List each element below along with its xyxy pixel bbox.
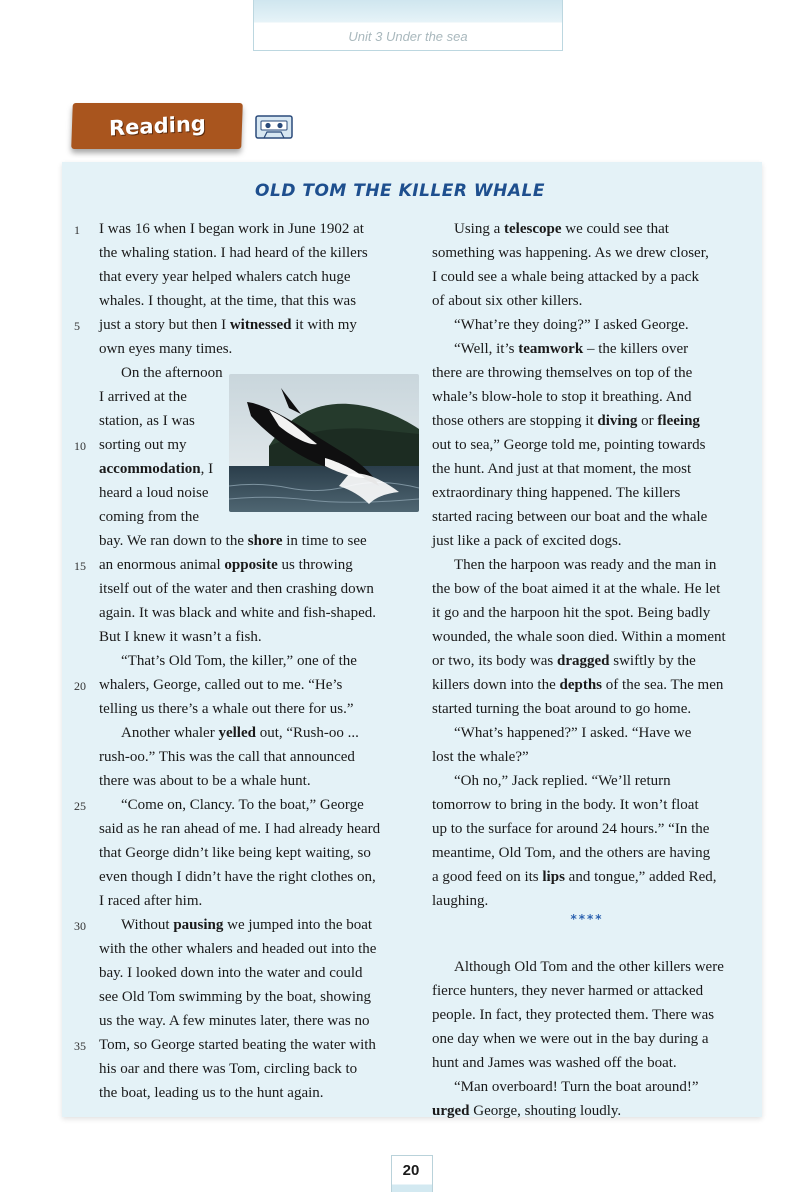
- unit-title: Unit 3 Under the sea: [348, 29, 468, 44]
- left-text-line: see Old Tom swimming by the boat, showing: [99, 989, 371, 1005]
- right-text-line: “Oh no,” Jack replied. “We’ll return: [454, 773, 671, 789]
- right-text-line: out to sea,” George told me, pointing towards: [432, 437, 706, 453]
- left-text-line: an enormous animal opposite us throwing: [99, 557, 353, 573]
- left-text-line: there was about to be a whale hunt.: [99, 773, 311, 789]
- story-title: OLD TOM THE KILLER WHALE: [255, 181, 545, 201]
- right-text-line: the hunt. And just at that moment, the most: [432, 461, 692, 477]
- left-text-line: Without pausing we jumped into the boat: [121, 917, 373, 933]
- left-text-line: own eyes many times.: [99, 341, 233, 357]
- left-text-line: said as he ran ahead of me. I had already heard: [99, 821, 381, 837]
- right-text-line: meantime, Old Tom, and the others are having: [432, 845, 711, 861]
- right-text-line: tomorrow to bring in the body. It won’t float: [432, 797, 699, 813]
- right-text-line: Then the harpoon was ready and the man in: [454, 557, 717, 573]
- left-text-line: But I knew it wasn’t a fish.: [99, 629, 262, 645]
- left-text-line: the boat, leading us to the hunt again.: [99, 1085, 324, 1101]
- right-text-line: “Well, it’s teamwork – the killers over: [454, 341, 689, 357]
- reading-badge-label: Reading: [108, 111, 206, 141]
- left-text-line: bay. We ran down to the shore in time to see: [99, 533, 367, 549]
- left-text-line: bay. I looked down into the water and could: [99, 965, 363, 981]
- right-text-line: wounded, the whale soon died. Within a moment: [432, 629, 726, 645]
- left-text-line: that every year helped whalers catch huge: [99, 269, 351, 285]
- right-text-line: it go and the harpoon hit the spot. Being badly: [432, 605, 711, 621]
- right-text-line: urged George, shouting loudly.: [432, 1103, 622, 1119]
- reading-section-badge: [71, 103, 243, 149]
- left-text-line: On the afternoon: [121, 365, 223, 381]
- left-text-line: just a story but then I witnessed it with my: [99, 317, 357, 333]
- left-text-line: his oar and there was Tom, circling back to: [99, 1061, 358, 1077]
- left-text-line: telling us there’s a whale out there for us.”: [99, 701, 354, 717]
- line-number: 1: [74, 223, 80, 237]
- right-text-line: the bow of the boat aimed it at the whale. He let: [432, 581, 721, 597]
- left-text-line: whalers, George, called out to me. “He’s: [99, 677, 343, 693]
- left-text-line: with the other whalers and headed out into the: [99, 941, 377, 957]
- line-number: 35: [74, 1039, 86, 1053]
- line-number: 15: [74, 559, 86, 573]
- left-text-line: I was 16 when I began work in June 1902 at: [99, 221, 364, 237]
- killer-whale-photo: [229, 374, 419, 512]
- left-text-line: I arrived at the: [99, 389, 187, 405]
- right-text-line: “What’re they doing?” I asked George.: [454, 317, 689, 333]
- left-text-line: that George didn’t like being kept waiting, so: [99, 845, 371, 861]
- unit-header: [253, 0, 563, 51]
- right-text-line: there are throwing themselves on top of the: [432, 365, 693, 381]
- right-text-line: or two, its body was dragged swiftly by the: [432, 653, 696, 669]
- left-text-line: “Come on, Clancy. To the boat,” George: [121, 797, 364, 813]
- right-text-line: killers down into the depths of the sea. The men: [432, 677, 724, 693]
- right-text-line: something was happening. As we drew closer,: [432, 245, 709, 261]
- right-text-line: of about six other killers.: [432, 293, 583, 309]
- left-text-line: station, as I was: [99, 413, 195, 429]
- left-text-line: sorting out my: [99, 437, 187, 453]
- section-separator: ****: [570, 912, 604, 926]
- right-text-line: one day when we were out in the bay during a: [432, 1031, 709, 1047]
- left-text-line: Another whaler yelled out, “Rush-oo ...: [121, 725, 359, 741]
- right-text-line: lost the whale?”: [432, 749, 529, 765]
- left-text-line: “That’s Old Tom, the killer,” one of the: [121, 653, 357, 669]
- line-number: 5: [74, 319, 80, 333]
- left-text-line: I raced after him.: [99, 893, 203, 909]
- right-text-line: Although Old Tom and the other killers were: [454, 959, 724, 975]
- right-text-line: a good feed on its lips and tongue,” added Red,: [432, 869, 717, 885]
- left-text-line: us the way. A few minutes later, there was no: [99, 1013, 370, 1029]
- left-text-line: rush-oo.” This was the call that announced: [99, 749, 355, 765]
- left-text-line: itself out of the water and then crashing down: [99, 581, 374, 597]
- right-text-line: people. In fact, they protected them. There was: [432, 1007, 715, 1023]
- left-text-line: Tom, so George started beating the water with: [99, 1037, 376, 1053]
- right-text-line: just like a pack of excited dogs.: [432, 533, 622, 549]
- right-text-line: fierce hunters, they never harmed or attacked: [432, 983, 704, 999]
- line-number: 10: [74, 439, 86, 453]
- right-text-line: started turning the boat around to go home.: [432, 701, 692, 717]
- right-text-line: “What’s happened?” I asked. “Have we: [454, 725, 692, 741]
- left-text-line: even though I didn’t have the right clothes on,: [99, 869, 376, 885]
- right-text-line: “Man overboard! Turn the boat around!”: [454, 1079, 699, 1095]
- left-text-line: again. It was black and white and fish-shaped.: [99, 605, 376, 621]
- right-text-line: I could see a whale being attacked by a pack: [432, 269, 699, 285]
- left-text-line: accommodation, I: [99, 461, 214, 477]
- right-text-line: extraordinary thing happened. The killers: [432, 485, 681, 501]
- right-text-line: laughing.: [432, 893, 489, 909]
- line-number: 25: [74, 799, 86, 813]
- right-text-line: Using a telescope we could see that: [454, 221, 669, 237]
- left-text-line: the whaling station. I had heard of the killers: [99, 245, 368, 261]
- left-text-line: coming from the: [99, 509, 199, 525]
- left-text-line: heard a loud noise: [99, 485, 209, 501]
- right-text-line: up to the surface for around 24 hours.” “In the: [432, 821, 710, 837]
- cassette-tape-icon: [255, 115, 293, 139]
- line-number: 30: [74, 919, 86, 933]
- page-number: 20: [402, 1161, 420, 1179]
- right-text-line: hunt and James was washed off the boat.: [432, 1055, 677, 1071]
- right-text-line: whale’s blow-hole to stop it breathing. And: [432, 389, 692, 405]
- right-text-line: those others are stopping it diving or fleeing: [432, 413, 700, 429]
- left-text-line: whales. I thought, at the time, that this was: [99, 293, 357, 309]
- right-text-line: started racing between our boat and the whale: [432, 509, 708, 525]
- line-number: 20: [74, 679, 86, 693]
